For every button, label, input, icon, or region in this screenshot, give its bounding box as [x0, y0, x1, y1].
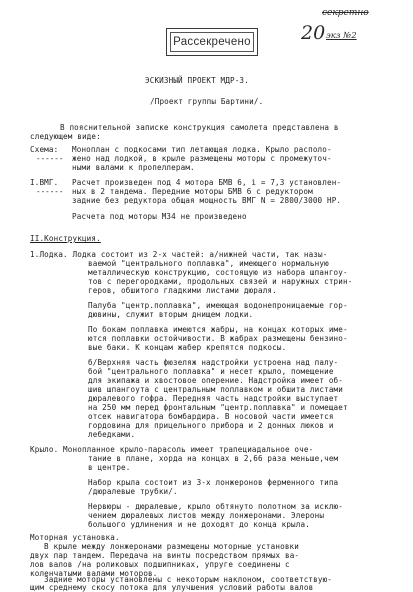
handwritten-copy-number: 20 [301, 22, 326, 44]
body-line: геров, обшитого гладкими листами дюраля. [88, 286, 277, 295]
body-line: бой "центрального поплавка" и несет крыло, помещение [88, 367, 334, 376]
body-line: б/Верхняя часть фюзеляж надстройки устроена над палу- [88, 358, 339, 367]
body-line: 1.Лодка. Лодка состоит из 2-х частей: а/нижней части, так назы- [30, 250, 328, 259]
handwritten-secret-mark: секретно [322, 8, 369, 18]
body-line: Нервюры - дюралевые, крыло обтянуто полотном за исклю- [88, 502, 343, 511]
body-line: Набор крыла состоит из 3-х лонжеронов ферменного типа [88, 478, 339, 487]
body-line: коленчатыми валами моторов. [30, 569, 158, 578]
body-line: дювины, служит вторым днищем лодки. [88, 310, 254, 319]
body-line: шив шпангоута с центральным поплавком и обшита листами [88, 385, 343, 394]
handwritten-copy-suffix: экз №2 [326, 31, 357, 41]
body-line: гордовина для прицельного прибора и 2 донных люков и [88, 421, 334, 430]
vmg-line: Расчета под моторы М34 не произведено [72, 212, 247, 221]
body-line: в центре. [88, 463, 131, 472]
body-line: Моторная установка. [30, 533, 120, 542]
body-line: ваемой "центрального поплавка", имеющего нормальную [88, 259, 329, 268]
scheme-line: жено над лодкой, в крыле размещены моторы с промежуточ- [72, 154, 332, 163]
vmg-line: Расчет произведен под 4 мотора БМВ 6, i = 7,3 установлен- [72, 178, 342, 187]
scheme-line: ными валами к пропеллерам. [72, 163, 195, 172]
body-line: /дюралевые трубки/. [88, 487, 178, 496]
scheme-label: Схема: [30, 145, 59, 154]
body-line: на 250 мм перед фронтальным "центр.поплавка" и помещает [88, 403, 348, 412]
intro-line: В пояснительной записке конструкция самолета представлена в [60, 123, 339, 132]
vmg-line: задние без редуктора общая мощность ВМГ N = 2800/3000 HP. [72, 196, 342, 205]
body-line: тов с перегородками, продольных связей и наружных стрин- [88, 277, 353, 286]
body-line: По бокам поплавка имеются жабры, на концах которых име- [88, 325, 348, 334]
body-line: лов валов /на роликовых подшипниках, упруге соединены с [30, 560, 290, 569]
vmg-label: I.ВМГ. [30, 178, 59, 187]
intro-line: следующем виде: [30, 132, 101, 141]
body-line: тание в плане, хорда на концах в 2,66 раза меньше,чем [88, 454, 339, 463]
body-line: чением дюралевых листов между лонжеронами. Элероны [88, 511, 325, 520]
section-heading: II.Конструкция. [30, 234, 101, 243]
scheme-line: Моноплан с подкосами тип летающая лодка. Крыло располо- [72, 145, 332, 154]
body-line: Крыло. Монопланное крыло-парасоль имеет трапециадальное оче- [30, 445, 314, 454]
margin-dashes: ------ [36, 187, 64, 196]
body-line: отсек навигатора бомбардира. В носовой части имеется [88, 412, 334, 421]
body-line: металлическую конструкцию, состоящую из набора шпангоу- [88, 268, 348, 277]
body-line: щим среднему скосу потока для улучшения условий работы валов [30, 583, 314, 592]
body-line: вые баки. К концам жабер крепятся подкосы. [88, 343, 287, 352]
body-line: дюралевого гофра. Передняя часть надстройки выступает [88, 394, 339, 403]
margin-dashes: ------ [36, 154, 64, 163]
document-title: ЭСКИЗНЫЙ ПРОЕКТ МДР-3. [145, 76, 249, 85]
declassified-stamp: Рассекречено [166, 28, 258, 56]
body-line: двух пар тандем. Передача на винты посредством прямых ва- [30, 551, 300, 560]
body-line: для экипажа и хвостовое оперение. Надстройка имеет об- [88, 376, 343, 385]
body-line: лебедками. [88, 430, 136, 439]
vmg-line: ных в 2 тандема. Передние моторы БМВ 6 с редуктором [72, 187, 313, 196]
body-line: большого удлинения и не доходят до конца крыла. [88, 520, 310, 529]
body-line: Палуба "центр.поплавка", имеющая водонепроницаемые гор- [88, 301, 348, 310]
document-subtitle: /Проект группы Бартини/. [150, 97, 264, 106]
body-line: ются поплавки остойчивости. В жабрах размещены бензино- [88, 334, 348, 343]
body-line: Задние моторы установлены с некоторым наклоном, соответствую- [44, 575, 333, 584]
body-line: В крыле между лонжеронами размещены моторные установки [44, 542, 299, 551]
